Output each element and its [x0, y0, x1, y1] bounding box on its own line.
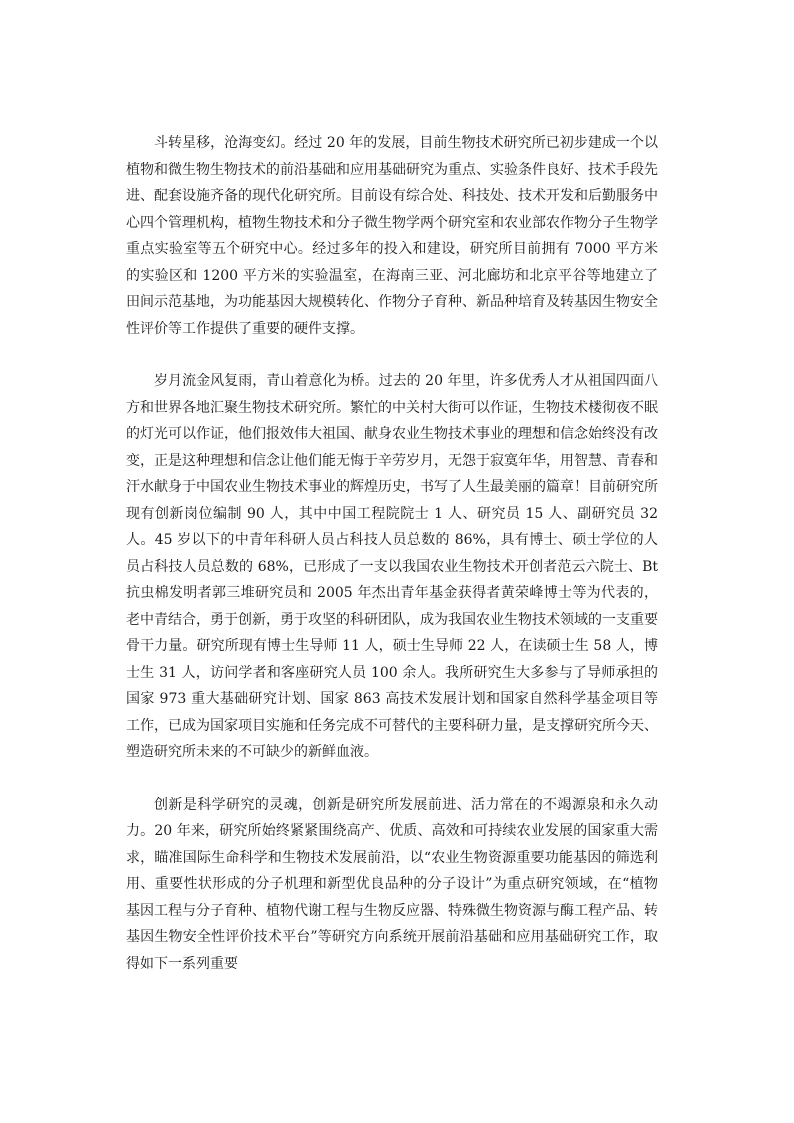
document-body: [126, 130, 658, 977]
paragraph-development: 斗转星移，沧海变幻。经过 20 年的发展，目前生物技术研究所已初步建成一个以植物和微生物生物技术的前沿基础和应用基础研究为重点、实验条件良好、技术手段先进、配套设施齐备的现代化研究所。目前设有综合处、科技处、技术开发和后勤服务中心四个管理机构，植物生物技术和分子微生物学两个研究室和农业部农作物分子生物学重点实验室等五个研究中心。经过多年的投入和建设，研究所目前拥有 7000 平方米的实验区和 1200 平方米的实验温室，在海南三亚、河北廊坊和北京平谷等地建立了田间示范基地，为功能基因大规模转化、作物分子育种、新品种培育及转基因生物安全性评价等工作提供了重要的硬件支撑。: [126, 135, 658, 337]
paragraph-innovation: 创新是科学研究的灵魂，创新是研究所发展前进、活力常在的不竭源泉和永久动力。20 年来，研究所始终紧紧围绕高产、优质、高效和可持续农业发展的国家重大需求，瞄准国际生命科学和生物技术发展前沿，以“农业生物资源重要功能基因的筛选利用、重要性状形成的分子机理和新型优良品种的分子设计”为重点研究领域，在“植物基因工程与分子育种、植物代谢工程与生物反应器、特殊微生物资源与酶工程产品、转基因生物安全性评价技术平台”等研究方向系统开展前沿基础和应用基础研究工作，取得如下一系列重要: [126, 796, 658, 972]
paragraph-talent: 岁月流金风复雨，青山着意化为桥。过去的 20 年里，许多优秀人才从祖国四面八方和世界各地汇聚生物技术研究所。繁忙的中关村大街可以作证，生物技术楼彻夜不眠的灯光可以作证，他们报效伟大祖国、献身农业生物技术事业的理想和信念始终没有改变，正是这种理想和信念让他们能无悔于辛劳岁月，无怨于寂寞年华，用智慧、青春和汗水献身于中国农业生物技术事业的辉煌历史，书写了人生最美丽的篇章！目前研究所现有创新岗位编制 90 人，其中中国工程院院士 1 人、研究员 15 人、副研究员 32 人。45 岁以下的中青年科研人员占科技人员总数的 86%，具有博士、硕士学位的人员占科技人员总数的 68%，已形成了一支以我国农业生物技术开创者范云六院士、Bt 抗虫棉发明者郭三堆研究员和 2005 年杰出青年基金获得者黄荣峰博士等为代表的，老中青结合，勇于创新，勇于攻坚的科研团队，成为我国农业生物技术领域的一支重要骨干力量。研究所现有博士生导师 11 人，硕士生导师 22 人，在读硕士生 58 人，博士生 31 人，访问学者和客座研究人员 100 余人。我所研究生大多参与了导师承担的国家 973 重大基础研究计划、国家 863 高技术发展计划和国家自然科学基金项目等工作，已成为国家项目实施和任务完成不可替代的主要科研力量，是支撑研究所今天、塑造研究所未来的不可缺少的新鲜血液。: [126, 373, 658, 760]
